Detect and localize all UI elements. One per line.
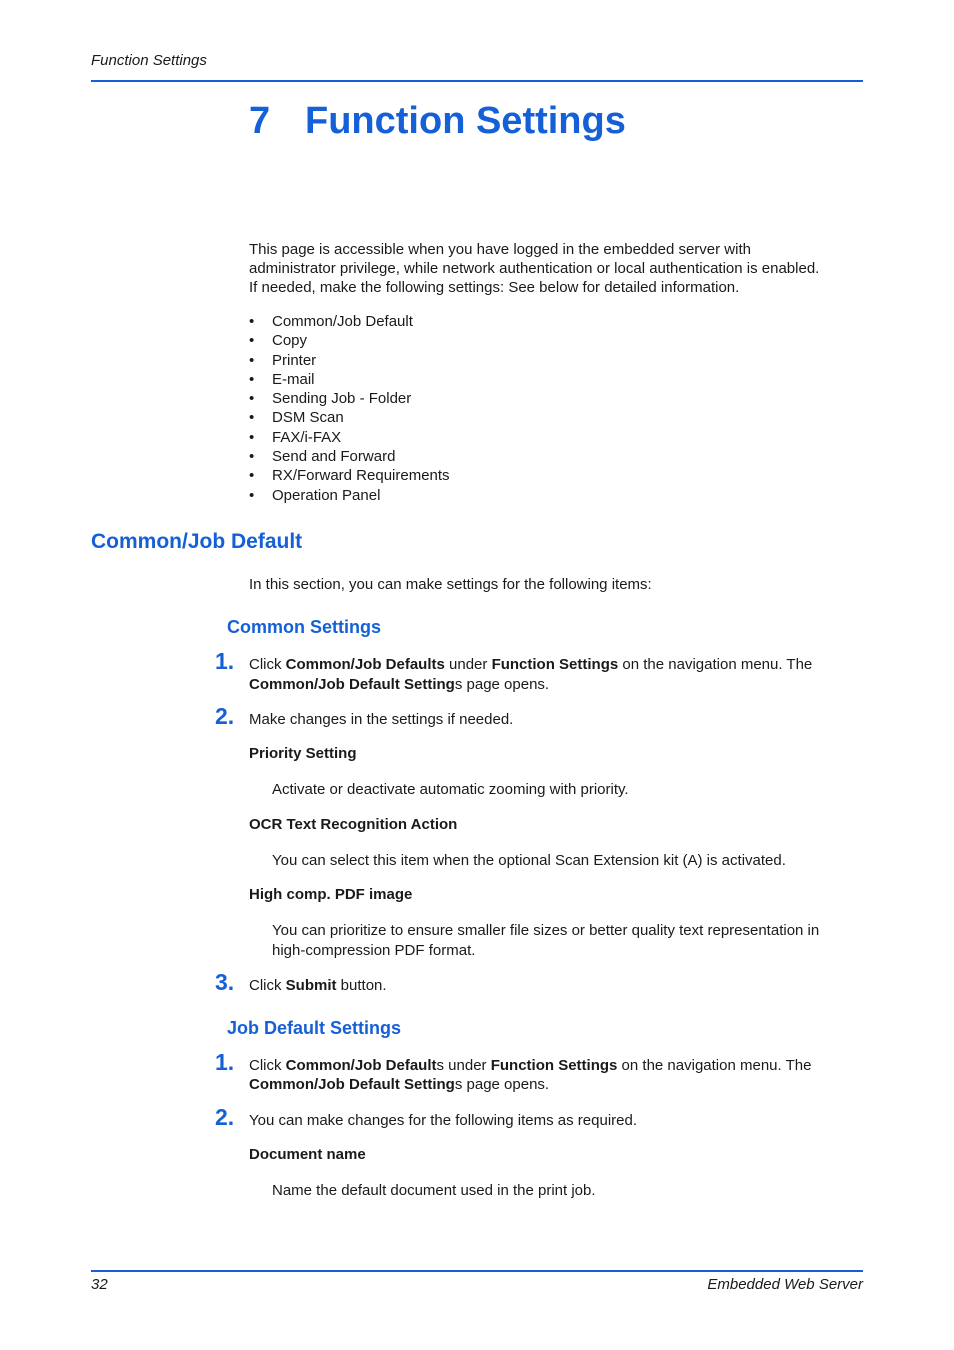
- subsection-heading: Common Settings: [227, 617, 382, 637]
- bullet-glyph: •: [249, 332, 255, 350]
- bullet-glyph: •: [249, 409, 255, 427]
- ui-label-bold: Common/Job Defaults: [285, 656, 445, 673]
- list-item-label: RX/Forward Requirements: [272, 467, 450, 485]
- chapter-number: 7: [249, 100, 271, 142]
- list-item-label: FAX/i-FAX: [272, 428, 342, 446]
- bullet-glyph: •: [249, 467, 255, 485]
- chapter-title: [249, 100, 626, 143]
- step-text: Click Common/Job Defaults under Function Settings on the navigation menu. The Common/Job Default Settings page opens.: [249, 1057, 812, 1093]
- list-item: [249, 447, 450, 466]
- bullet-glyph: •: [249, 390, 255, 408]
- list-item-label: Sending Job - Folder: [272, 390, 412, 408]
- bullet-glyph: •: [249, 313, 255, 330]
- ui-label-bold: Common/Job Default Setting: [249, 1076, 455, 1093]
- list-item-label: DSM Scan: [272, 409, 344, 427]
- setting-description: Name the default document used in the print job.: [272, 1182, 596, 1199]
- list-item: [249, 408, 450, 427]
- footer-doc-title: Embedded Web Server: [707, 1276, 863, 1293]
- ui-label-bold: Function Settings: [491, 656, 619, 673]
- list-item: [249, 370, 450, 389]
- intro-line: If needed, make the following settings: See below for detailed information.: [249, 279, 740, 296]
- bullet-glyph: •: [249, 351, 255, 369]
- footer-rule: [91, 1270, 863, 1272]
- list-item: [249, 389, 450, 408]
- intro-line: administrator privilege, while network authentication or local authentication is enabled.: [249, 260, 820, 277]
- list-item-label: Printer: [272, 351, 317, 369]
- header-rule: [91, 80, 863, 82]
- step-number: 1.: [215, 648, 235, 674]
- list-item-label: Copy: [272, 332, 308, 350]
- bullet-glyph: •: [249, 486, 255, 504]
- list-item: [249, 351, 450, 370]
- bullet-glyph: •: [249, 448, 255, 466]
- ui-label-bold: Common/Job Default: [285, 1057, 437, 1074]
- setting-description: You can select this item when the optional Scan Extension kit (A) is activated.: [272, 852, 786, 869]
- setting-name: Document name: [249, 1146, 366, 1163]
- setting-description: Activate or deactivate automatic zooming with priority.: [272, 781, 629, 798]
- step-number: 3.: [215, 969, 235, 995]
- ui-label-bold: Function Settings: [490, 1057, 618, 1074]
- page-number: 32: [91, 1276, 108, 1293]
- list-item: [249, 312, 450, 331]
- running-header: Function Settings: [91, 52, 207, 69]
- section-intro: In this section, you can make settings for the following items:: [249, 576, 652, 593]
- list-item: [249, 486, 450, 505]
- function-list: [249, 312, 450, 505]
- list-item-label: E-mail: [272, 370, 315, 388]
- intro-paragraph: [249, 240, 869, 297]
- step-number: 2.: [215, 703, 235, 729]
- ui-label-bold: Submit: [285, 977, 337, 994]
- bullet-glyph: •: [249, 370, 255, 388]
- ui-label-bold: Common/Job Default Setting: [249, 676, 455, 693]
- setting-name: High comp. PDF image: [249, 886, 413, 903]
- step-text: You can make changes for the following items as required.: [249, 1112, 638, 1129]
- step-text: Click Common/Job Defaults under Function Settings on the navigation menu. The Common/Job Default Settings page opens.: [249, 656, 813, 693]
- subsection-heading: Job Default Settings: [227, 1018, 402, 1038]
- list-item: [249, 466, 450, 485]
- setting-name: Priority Setting: [249, 745, 357, 762]
- list-item-label: Send and Forward: [272, 448, 396, 466]
- list-item-label: Common/Job Default: [272, 313, 413, 330]
- list-item: [249, 428, 450, 447]
- step-number: 1.: [215, 1049, 235, 1075]
- list-item: [249, 331, 450, 350]
- setting-description: You can prioritize to ensure smaller file sizes or better quality text representation in high-compression PDF format.: [272, 922, 820, 959]
- bullet-glyph: •: [249, 428, 255, 446]
- section-heading: Common/Job Default: [91, 530, 303, 553]
- step-text: Make changes in the settings if needed.: [249, 711, 514, 728]
- list-item-label: Operation Panel: [272, 486, 381, 504]
- setting-name: OCR Text Recognition Action: [249, 816, 458, 833]
- chapter-title-text: Function Settings: [305, 100, 626, 142]
- intro-line: This page is accessible when you have logged in the embedded server with: [249, 241, 751, 258]
- step-number: 2.: [215, 1104, 235, 1130]
- step-text: Click Submit button.: [249, 977, 387, 994]
